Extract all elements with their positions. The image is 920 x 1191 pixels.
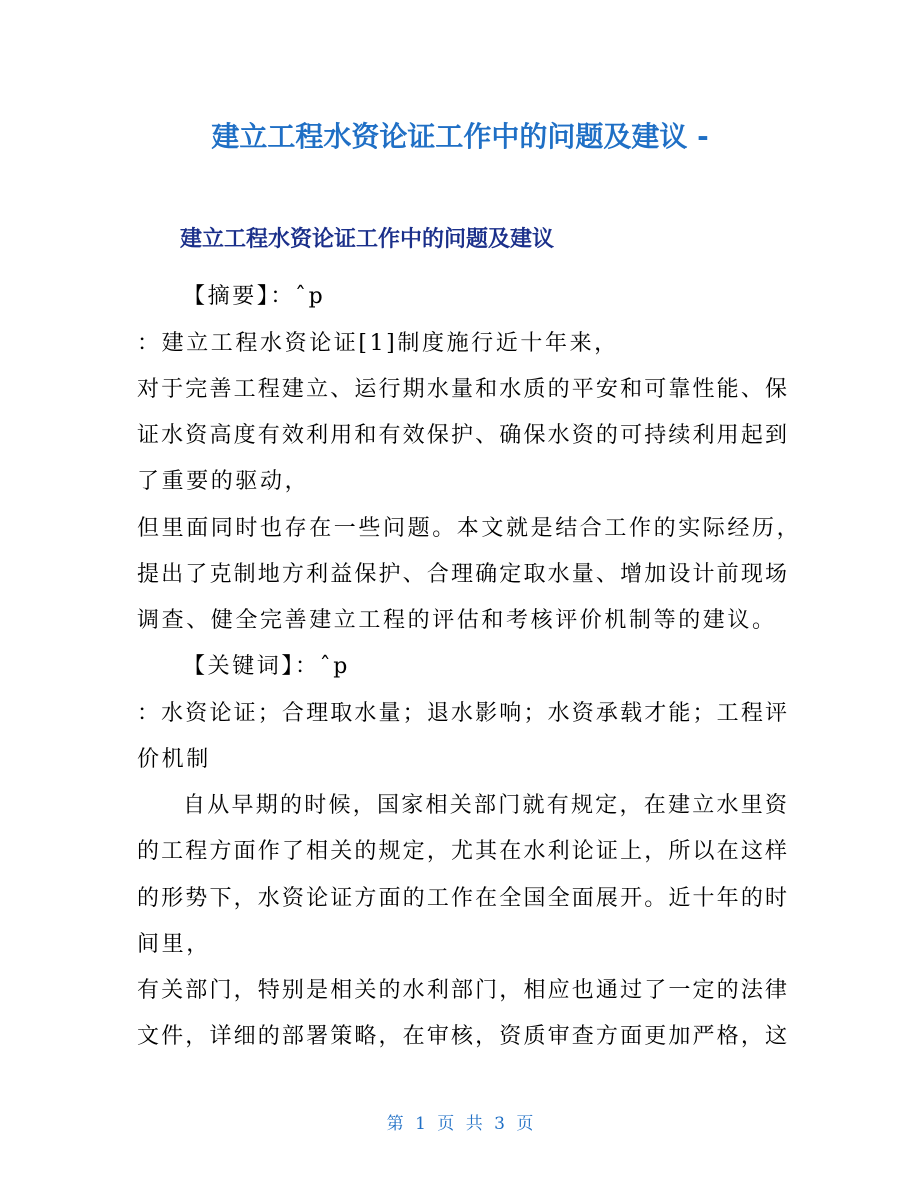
- keywords-line: ：水资论证；合理取水量；退水影响；水资承载才能；工程评: [137, 701, 787, 726]
- body-line: ：建立工程水资论证[1]制度施行近十年来，: [137, 331, 619, 356]
- body-line: 了重要的驱动，: [137, 469, 310, 494]
- document-title: 建立工程水资论证工作中的问题及建议 -: [211, 120, 709, 153]
- keywords-line: 价机制: [137, 747, 211, 772]
- keywords-heading: 【关键词】：ˆp: [183, 654, 350, 679]
- body-line: 间里，: [137, 932, 211, 957]
- body-line: 的工程方面作了相关的规定，尤其在水利论证上，所以在这样: [137, 839, 787, 864]
- body-line: 调查、健全完善建立工程的评估和考核评价机制等的建议。: [137, 608, 777, 633]
- body-line: 提出了克制地方利益保护、合理确定取水量、增加设计前现场: [137, 562, 787, 587]
- page-number-footer: 第 1 页 共 3 页: [386, 1114, 534, 1134]
- document-subtitle: 建立工程水资论证工作中的问题及建议: [180, 227, 555, 252]
- body-line: 但里面同时也存在一些问题。本文就是结合工作的实际经历，: [137, 516, 802, 541]
- body-line: 自从早期的时候，国家相关部门就有规定，在建立水里资: [183, 793, 787, 818]
- body-line: 对于完善工程建立、运行期水量和水质的平安和可靠性能、保: [137, 377, 787, 402]
- abstract-heading: 【摘要】：ˆp: [183, 284, 326, 309]
- body-line: 的形势下，水资论证方面的工作在全国全面展开。近十年的时: [137, 886, 787, 911]
- body-line: 证水资高度有效利用和有效保护、确保水资的可持续利用起到: [137, 423, 787, 448]
- body-line: 文件，详细的部署策略，在审核，资质审查方面更加严格，这: [137, 1024, 787, 1049]
- body-line: 有关部门，特别是相关的水利部门，相应也通过了一定的法律: [137, 978, 787, 1003]
